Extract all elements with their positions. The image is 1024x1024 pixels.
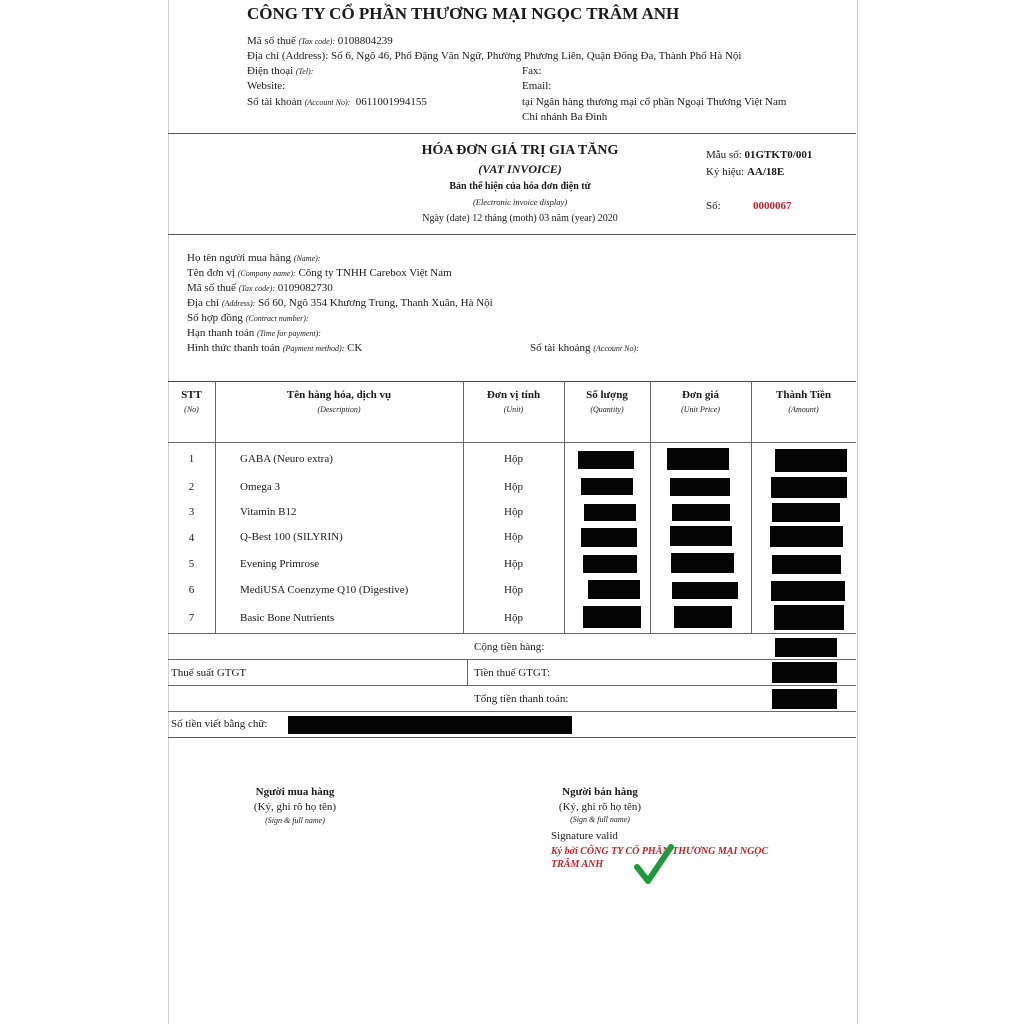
totals-border xyxy=(168,711,856,712)
redacted-price xyxy=(670,478,730,496)
col-divider xyxy=(467,659,468,685)
company-account-line: Số tài khoản (Account No): 0611001994155 xyxy=(247,96,427,108)
redacted-qty xyxy=(581,478,633,495)
row-no: 4 xyxy=(188,532,195,544)
redacted-price xyxy=(672,504,730,521)
row-no: 6 xyxy=(188,584,195,596)
totals-border xyxy=(168,685,856,686)
redacted-price xyxy=(670,526,732,546)
redacted-qty xyxy=(581,528,637,547)
buyer-account: Số tài khoảng (Account No): xyxy=(530,342,639,354)
col-divider xyxy=(564,381,565,633)
header-amount: Thành Tiền xyxy=(776,389,831,401)
divider xyxy=(168,133,856,134)
redacted-amount xyxy=(774,605,844,630)
header-no-en: (No) xyxy=(184,405,199,414)
row-no: 7 xyxy=(188,612,195,624)
header-desc: Tên hàng hóa, dịch vụ xyxy=(286,389,392,401)
table-header-border xyxy=(168,442,856,443)
col-divider xyxy=(215,381,216,633)
totals-border xyxy=(168,737,856,738)
header-no: STT xyxy=(181,389,202,401)
invoice-number: 0000067 xyxy=(753,200,792,212)
buyer-contract: Số hợp đồng (Contract number): xyxy=(187,312,309,324)
buyer-address: Địa chỉ (Address): Số 60, Ngõ 354 Khương Trung, Thanh Xuân, Hà Nội xyxy=(187,297,493,309)
row-no: 1 xyxy=(188,453,195,465)
seller-sign-note-en: (Sign & full name) xyxy=(570,815,630,824)
redacted-amount xyxy=(770,526,843,547)
seller-sign-title: Người bán hàng xyxy=(562,786,638,798)
subtotal-label: Cộng tiền hàng: xyxy=(474,641,545,653)
row-desc: Omega 3 xyxy=(240,481,281,493)
redacted-amount xyxy=(771,581,845,601)
redacted-price xyxy=(674,606,732,628)
vat-amount-label: Tiền thuế GTGT: xyxy=(474,667,551,679)
redacted-amount xyxy=(772,503,840,522)
redacted-total xyxy=(772,689,837,709)
invoice-title: HÓA ĐƠN GIÁ TRỊ GIA TĂNG xyxy=(421,143,619,158)
header-desc-en: (Description) xyxy=(317,405,361,414)
signature-check-icon xyxy=(634,843,674,887)
company-email: Email: xyxy=(522,80,552,92)
company-name: CÔNG TY CỔ PHẦN THƯƠNG MẠI NGỌC TRÂM ANH xyxy=(247,4,680,23)
buyer-name: Họ tên người mua hàng (Name): xyxy=(187,252,321,264)
redacted-price xyxy=(672,582,738,599)
seller-sign-note: (Ký, ghi rõ họ tên) xyxy=(558,801,642,813)
col-divider xyxy=(650,381,651,633)
company-phone-line: Điện thoại (Tel): xyxy=(247,65,314,77)
redacted-amount xyxy=(772,555,841,574)
row-desc: MediUSA Coenzyme Q10 (Digestive) xyxy=(240,584,409,596)
row-unit: Hộp xyxy=(504,558,523,570)
buyer-company: Tên đơn vị (Company name): Công ty TNHH Carebox Việt Nam xyxy=(187,267,452,279)
col-divider xyxy=(751,381,752,633)
row-no: 3 xyxy=(188,506,195,518)
redacted-subtotal xyxy=(775,638,837,657)
invoice-display: Bản thể hiện của hóa đơn điện tử xyxy=(449,181,591,192)
header-price: Đơn giá xyxy=(682,389,719,401)
buyer-sign-note: (Ký, ghi rõ họ tên) xyxy=(253,801,337,813)
company-tax-line: Mã số thuế (Tax code): 0108804239 xyxy=(247,35,393,47)
totals-border xyxy=(168,633,856,634)
vat-rate-label: Thuế suất GTGT xyxy=(171,667,247,679)
redacted-amount-in-words xyxy=(288,716,572,734)
buyer-sign-title: Người mua hàng xyxy=(255,786,335,798)
totals-border xyxy=(168,659,856,660)
row-unit: Hộp xyxy=(504,481,523,493)
form-number: Mẫu số: 01GTKT0/001 xyxy=(706,149,813,161)
row-unit: Hộp xyxy=(504,453,523,465)
buyer-tax: Mã số thuế (Tax code): 0109082730 xyxy=(187,282,333,294)
signed-by-line2: TRÂM ANH xyxy=(551,859,604,870)
row-unit: Hộp xyxy=(504,612,523,624)
header-price-en: (Unit Price) xyxy=(681,405,720,414)
row-desc: Basic Bone Nutrients xyxy=(240,612,335,624)
row-desc: Q-Best 100 (SILYRIN) xyxy=(240,531,343,543)
redacted-qty xyxy=(583,606,641,628)
amount-in-words-label: Số tiền viết bằng chữ: xyxy=(171,718,268,730)
buyer-method: Hình thức thanh toán (Payment method): CK xyxy=(187,342,363,354)
buyer-sign-note-en: (Sign & full name) xyxy=(265,816,325,825)
invoice-date: Ngày (date) 12 tháng (moth) 03 năm (year) 2020 xyxy=(422,213,618,224)
invoice-symbol: Ký hiệu: AA/18E xyxy=(706,166,785,178)
redacted-amount xyxy=(771,477,847,498)
row-no: 2 xyxy=(188,481,195,493)
company-branch: Chi nhánh Ba Đình xyxy=(522,111,608,123)
signature-valid: Signature valid xyxy=(551,830,618,842)
header-unit-en: (Unit) xyxy=(503,405,524,414)
redacted-amount xyxy=(775,449,847,472)
table-top-border xyxy=(168,381,856,382)
company-fax: Fax: xyxy=(522,65,542,77)
row-desc: Vitamin B12 xyxy=(240,506,297,518)
row-unit: Hộp xyxy=(504,531,523,543)
row-desc: Evening Primrose xyxy=(240,558,320,570)
signed-by-line1: Ký bởi CÔNG TY CỔ PHẦN THƯƠNG MẠI NGỌC xyxy=(551,846,769,857)
invoice-display-en: (Electronic invoice display) xyxy=(472,197,568,207)
row-unit: Hộp xyxy=(504,584,523,596)
invoice-number-label: Số: xyxy=(706,200,721,212)
redacted-qty xyxy=(578,451,634,469)
redacted-price xyxy=(671,553,734,573)
company-website: Website: xyxy=(247,80,286,92)
redacted-qty xyxy=(584,504,636,521)
company-address-line: Địa chỉ (Address): Số 6, Ngõ 46, Phố Đặng Văn Ngữ, Phường Phương Liên, Quận Đống Đa, Thành Phố Hà Nội xyxy=(247,50,742,62)
divider xyxy=(168,234,856,235)
header-qty: Số lượng xyxy=(586,389,628,401)
row-no: 5 xyxy=(188,558,195,570)
total-label: Tổng tiền thanh toán: xyxy=(474,693,569,705)
header-unit: Đơn vị tính xyxy=(486,389,541,401)
redacted-vat xyxy=(772,662,837,683)
company-bank: tại Ngân hàng thương mại cổ phần Ngoại Thương Việt Nam xyxy=(522,96,787,108)
header-amount-en: (Amount) xyxy=(788,405,819,414)
row-desc: GABA (Neuro extra) xyxy=(240,453,333,465)
invoice-subtitle: (VAT INVOICE) xyxy=(478,162,562,176)
header-qty-en: (Quantity) xyxy=(590,405,624,414)
redacted-qty xyxy=(583,555,637,573)
redacted-price xyxy=(667,448,729,470)
redacted-qty xyxy=(588,580,640,599)
buyer-due: Hạn thanh toán (Time for payment): xyxy=(187,327,321,339)
row-unit: Hộp xyxy=(504,506,523,518)
